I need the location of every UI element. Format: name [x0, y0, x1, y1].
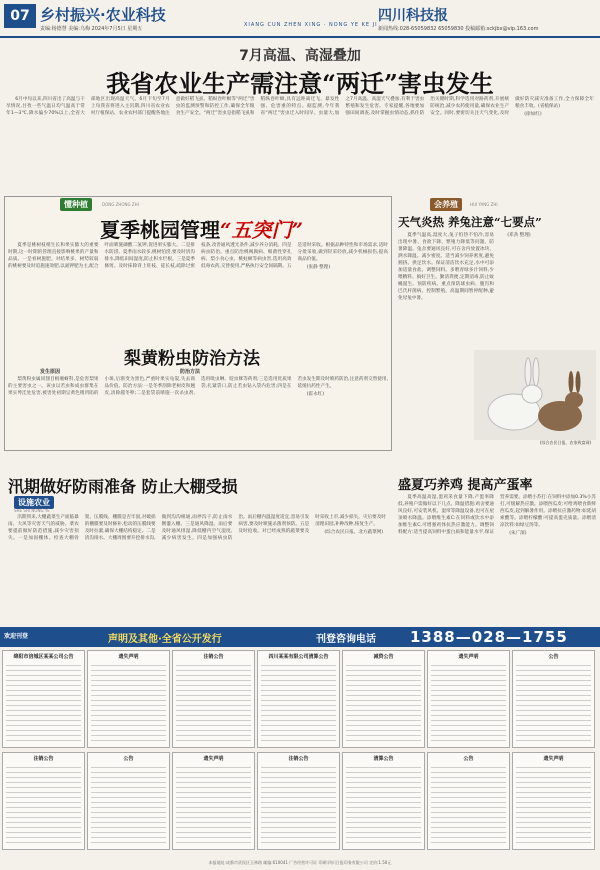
notice-title: 注销公告	[33, 756, 54, 762]
notice-cell	[512, 752, 595, 850]
notice-cell	[342, 752, 425, 850]
rabbit-photo	[474, 350, 596, 440]
notice-text	[431, 663, 506, 745]
ad-banner-slogan: 声明及其他·全省公开发行	[108, 634, 222, 645]
section-pinyin: XIANG CUN ZHEN XING · NONG YE KE JI	[244, 22, 378, 28]
notice-cell	[87, 650, 170, 748]
notice-text	[176, 663, 251, 745]
notice-title: 清算公告	[373, 756, 394, 762]
notice-title: 注销公告	[288, 756, 309, 762]
contact-line: 新闻热线:028-65059832 65059830 投稿邮箱:sckjbx@vip.163.com	[378, 26, 539, 32]
section-title: 乡村振兴·农业科技	[40, 6, 166, 24]
breeding-label: 会养殖	[430, 198, 462, 211]
footer: 本报地址:成都市武侯区玉林路 邮编:610041 广告经营许可证 印刷:四川日报印务有限公司 定价:1.50元	[208, 860, 392, 865]
notice-text	[176, 765, 251, 847]
page-number: 07	[4, 4, 36, 28]
ad-banner	[0, 627, 600, 647]
notice-cell	[2, 650, 85, 748]
shed-label-pinyin: SHE SHI NONG YE	[14, 508, 50, 513]
shed-title: 汛期做好防雨准备 防止大棚受损	[8, 477, 238, 496]
notice-title: 公告	[463, 756, 474, 762]
notice-cell	[172, 650, 255, 748]
notice-cell	[2, 752, 85, 850]
notice-title: 遗失声明	[118, 654, 139, 660]
notice-cell	[427, 752, 510, 850]
notice-cell	[172, 752, 255, 850]
notice-text	[6, 765, 81, 847]
notice-text	[516, 663, 591, 745]
ad-banner-phone: 1388—028—1755	[410, 628, 568, 646]
lead-headline: 我省农业生产需注意“两迁”害虫发生	[106, 69, 494, 98]
planting-label: 懂种植	[60, 198, 92, 211]
notice-title: 遗失声明	[543, 756, 564, 762]
rabbit-photo-caption: (综合农民日报、农家致富网)	[540, 440, 592, 445]
notice-text	[91, 663, 166, 745]
pear-title: 梨黄粉虫防治方法	[124, 349, 260, 369]
notice-text	[261, 765, 336, 847]
rabbit-title: 天气炎热 养兔注意“七要点”	[398, 215, 542, 229]
chicken-title: 盛夏巧养鸡 提高产蛋率	[398, 478, 533, 493]
notice-title: 遗失声明	[458, 654, 479, 660]
notice-text	[516, 765, 591, 847]
notice-cell	[257, 650, 340, 748]
notice-text	[91, 765, 166, 847]
masthead	[0, 0, 600, 38]
rabbit-body-left: 夏季气温高,湿度大,兔子怕热不怕冷,容易出现中暑、食欲下降、繁殖力降低等问题。防暑降温。兔舍要通风良好,可在舍内放置冰块、洒水降温。减少密度。适当减少饲养密度,避免拥挤。供足饮水。保证清洁饮水充足,水中可添加适量食盐。调整饲料。多喂青绿多汁饲料,少喂精料。搞好卫生。勤清粪便,定期消毒,防止蚊蝇滋生。预防疾病。重点预防球虫病、腹泻和巴氏杆菌病。控制繁殖。高温期间暂停配种,避免母兔中暑。	[398, 233, 494, 301]
notice-cell	[427, 650, 510, 748]
lead-body: 6月中旬以来,四川省出了高温与干旱情况,甘孜一些气温日均气温高于常年1—3℃,降水偏少70%以上,全省大部地区出现高温天气。6月下旬至7月上旬我省将进入主汛期,四川省农业农村厅植保站、农业农村部门提醒各地注意做好稻飞虱、稻纵卷叶螟等“两迁”害虫的监测预警和防控工作,确保全年粮食生产安全。“两迁”害虫是指稻飞虱和稻纵卷叶螟,具有远距离迁飞、暴发性强、危害重的特点。据监测,今年我省“两迁”害虫迁入时间早、虫量大,加之7月高温、高湿天气叠加,有利于害虫繁殖和发生危害。专家提醒,各地要加强田间调查,及时掌握虫情动态,抓住防治关键时期,科学选用对路药剂,开展统防统治,减少农药使用量,确保农业生产安全。同时,要密切关注天气变化,及时做好防灾减灾准备工作,全力保障全年粮食丰收。(省植保站) (徐如红)	[6, 97, 594, 117]
planting-label-pinyin: DONG ZHONG ZHI	[102, 202, 139, 207]
notice-text	[431, 765, 506, 847]
notice-text	[261, 663, 336, 745]
notice-cell	[342, 650, 425, 748]
notice-cell	[87, 752, 170, 850]
shed-body: 汛期到来,大棚蔬菜生产面临暴雨、大风等灾害天气的威胁。菜农要提前做好防范措施,减少灾害损失。一是加固棚体。检查大棚骨架、压膜线、棚膜是否牢固,对破损的棚膜要及时修补,松动的压膜线要及时拉紧,确保大棚结构稳定。二是清沟排水。大棚周围要开挖排水沟,做到沟沟相通,雨停沟干,防止雨水倒灌入棚。三是通风降湿。雨后要及时通风排湿,降低棚内空气湿度,减少病害发生。四是加强病虫防治。雨后棚内温湿度适宜,容易引发病害,要及时喷施杀菌剂预防。五是及时抢收。对已经成熟的蔬菜要及时采收上市,减少损失。灾后要及时清理田园,补种改种,恢复生产。 (综合农民日报、北方蔬菜网)	[8, 515, 386, 541]
notice-title: 公告	[123, 756, 134, 762]
pear-sub-method: 防治方法	[180, 369, 201, 375]
ad-banner-hotline-label: 刊登咨询电话	[316, 634, 376, 645]
notice-title: 减资公告	[373, 654, 394, 660]
breeding-label-pinyin: HUI YANG ZHI	[470, 202, 498, 207]
notice-title: 公告	[548, 654, 559, 660]
paper-logo: 四川科技报	[378, 8, 448, 24]
lead-kicker: 7月高温、高湿叠加	[239, 48, 361, 64]
chicken-body: 夏季高温高湿,蛋鸡采食量下降,产蛋率降低,养殖户需做好以下几点。降温措施:鸡舍要通风良好,可安装风机、湿帘等降温设备,也可在屋顶喷水降温。添喂维生素C:在饲料或饮水中添加维生素C,可增强鸡体抗热应激能力。调整饲料配方:适当提高饲料中蛋白质和能量水平,保证营养需要。添喂小苏打:在饲料中添加0.3%小苏打,可缓解热应激。添喂西瓜皮:可给鸡喂食新鲜西瓜皮,起到解暑作用。添喂抗应激药物:如延胡索酸等。添喂柠檬酸:可提高蛋壳质量。添喂清凉饮料:如绿豆汤等。 (朱广深)	[398, 495, 596, 536]
notice-cell	[512, 650, 595, 748]
pear-body: 梨黄粉虫属同翅目根瘤蚜科,是危害梨果的主要害虫之一。该虫以若虫和成虫群集在果实萼洼处危害,被害处初期呈黄色稍凹陷的小斑,后渐变为黑色,严重时果实龟裂,失去商品价值。防治方法:一是冬季刮除老树皮和翘皮,清除越冬卵;二是套袋前喷施一次杀虫剂,选用吡虫啉、啶虫脒等药剂;三是选用优质果袋,扎紧袋口,防止若虫钻入袋内危害;四是在若虫发生期及时喷药防治,注意药剂交替使用,延缓抗药性产生。 (霍永红)	[8, 377, 388, 397]
rabbit-body-right: (邓劲 整理)	[507, 233, 531, 238]
editors-line: 责编:杨德慧 美编:乌梅 2024年7月5日 星期五	[40, 26, 143, 32]
peach-body: 夏季是桃树枝梢生长和果实膨大的重要时期,这一时期的管理直接影响桃果的产量和品质。一是看树施肥。对结果多、树势较弱的桃树要及时追施速效肥,以氮钾肥为主,配合叶面喷施磷酸二氢钾,促进果实膨大。二是排水防涝。夏季雨水较多,桃树怕涝,要及时清沟排水,降低田间湿度,防止积水烂根。三是夏季修剪。及时抹除背上旺枝、徒长枝,疏除过密枝条,改善通风透光条件,减少养分消耗。四是病虫防治。重点防治桃褐腐病、细菌性穿孔病、梨小食心虫、桃蛀螟等病虫害,选用高效低毒农药,交替使用,严格执行安全间隔期。五是适时采收。根据品种特性和市场需求,适时分批采收,做到轻采轻放,减少机械损伤,提高商品价值。 (张静 整理)	[8, 243, 388, 270]
peach-title: 夏季桃园管理“五突门”	[100, 218, 304, 242]
notice-title: 绵阳市涪城区某某公司公告	[13, 654, 74, 660]
notice-title: 四川某某有限公司清算公告	[268, 654, 329, 660]
notice-text	[346, 765, 421, 847]
pear-sub-cause: 发生原因	[40, 369, 61, 375]
notice-text	[6, 663, 81, 745]
notice-title: 注销公告	[203, 654, 224, 660]
ad-banner-label: 欢迎刊登	[4, 633, 29, 640]
notice-title: 遗失声明	[203, 756, 224, 762]
shed-label: 设施农业	[14, 496, 54, 509]
notice-text	[346, 663, 421, 745]
notice-cell	[257, 752, 340, 850]
